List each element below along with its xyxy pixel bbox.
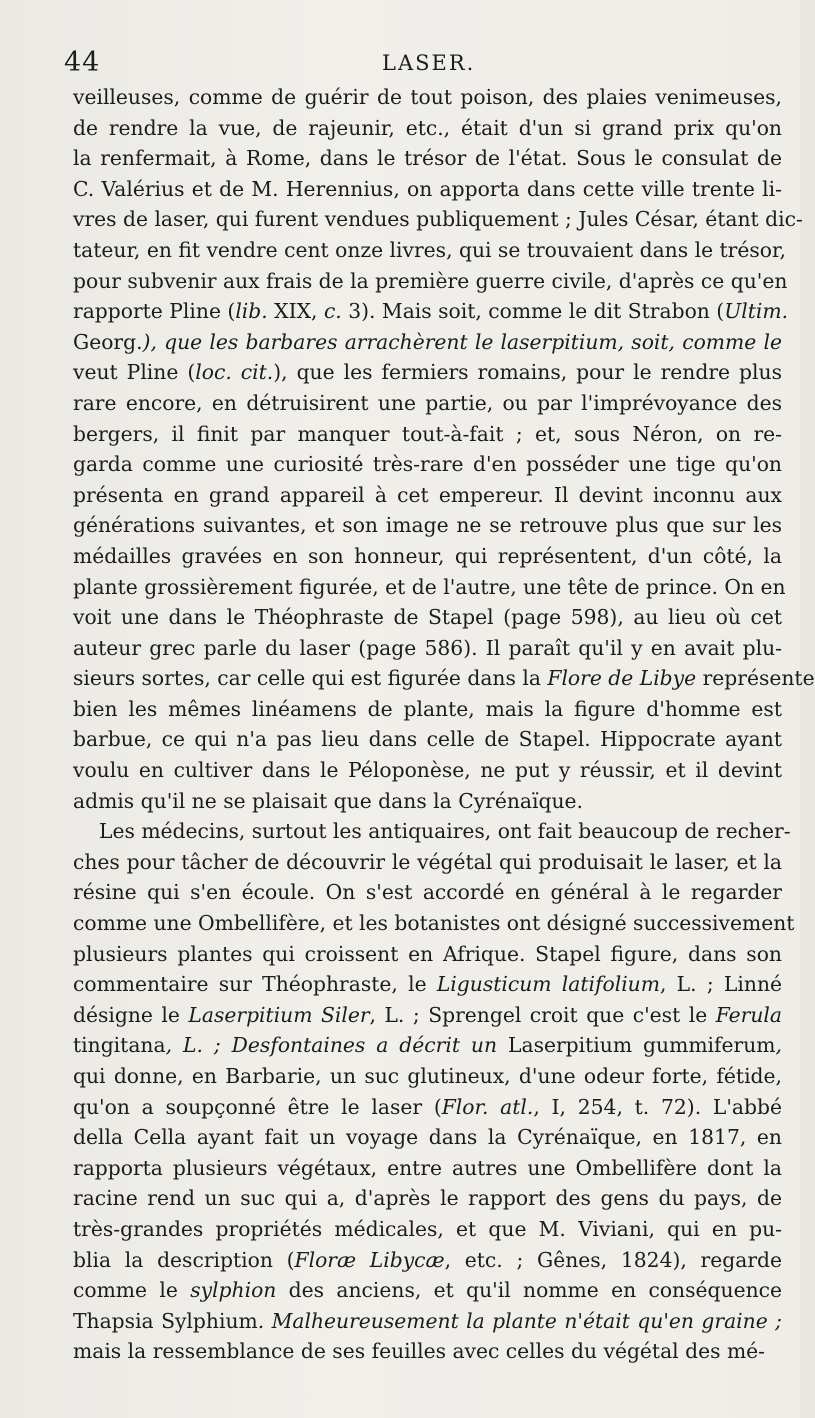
text-segment: garda comme une curiosité très-rare d'en posséder une tige qu'on xyxy=(73,452,782,477)
running-head: LASER. xyxy=(382,51,476,75)
text-line xyxy=(73,1275,782,1306)
italic-segment: Floræ Libycæ xyxy=(294,1247,445,1272)
text-segment: comme le xyxy=(73,1278,191,1303)
text-line xyxy=(73,113,782,144)
italic-segment: c. xyxy=(323,299,342,324)
text-line xyxy=(73,1122,782,1153)
text-segment: tingitana xyxy=(73,1033,166,1058)
text-line xyxy=(73,1214,782,1245)
text-segment: admis qu'il ne se plaisait que dans la Cyrénaïque. xyxy=(73,788,584,813)
text-line xyxy=(73,204,803,235)
paragraph-1 xyxy=(73,82,815,816)
text-segment: présenta en grand appareil à cet empereur. Il devint inconnu aux xyxy=(73,482,782,507)
text-line xyxy=(73,663,815,694)
text-line xyxy=(73,572,786,603)
text-segment: Thapsia Sylphium xyxy=(73,1308,258,1333)
text-segment: représente xyxy=(696,666,815,691)
text-segment: rapporta plusieurs végétaux, entre autres une Ombellifère dont la xyxy=(73,1155,782,1180)
text-segment: , L. ; Sprengel croit que c'est le xyxy=(369,1002,716,1027)
text-line xyxy=(73,1153,782,1184)
text-segment: barbue, ce qui n'a pas lieu dans celle de Stapel. Hippocrate ayant xyxy=(73,727,782,752)
text-line xyxy=(73,419,782,450)
text-segment: voulu en cultiver dans le Péloponèse, ne put y réussir, et il devint xyxy=(73,758,782,783)
text-segment: commentaire sur Théophraste, le xyxy=(73,972,437,997)
text-line xyxy=(73,1030,782,1061)
text-segment: bien les mêmes linéamens de plante, mais la figure d'homme est xyxy=(73,696,782,721)
text-line xyxy=(73,755,782,786)
text-line xyxy=(73,969,782,1000)
text-line xyxy=(73,633,782,664)
text-segment: voit une dans le Théophraste de Stapel (page 598), au lieu où cet xyxy=(73,605,782,630)
text-line xyxy=(73,1000,782,1031)
text-segment: ), que les fermiers romains, pour le rendre plus xyxy=(273,360,782,385)
text-segment: pour subvenir aux frais de la première guerre civile, d'après ce qu'en xyxy=(73,268,788,293)
text-segment: des anciens, et qu'il nomme en conséquence xyxy=(276,1278,783,1303)
text-line xyxy=(73,694,782,725)
text-segment: la renfermait, à Rome, dans le trésor de l'état. Sous le consulat de xyxy=(73,146,782,171)
text-line xyxy=(73,296,789,327)
italic-segment: loc. cit. xyxy=(195,360,274,385)
text-segment: plante grossièrement figurée, et de l'autre, une tête de prince. On en xyxy=(73,574,786,599)
text-segment: , L. ; Linné xyxy=(659,972,783,997)
text-line xyxy=(73,357,782,388)
text-segment: de rendre la vue, de rajeunir, etc., était d'un si grand prix qu'on xyxy=(73,115,782,140)
italic-segment: , xyxy=(775,1033,782,1058)
text-line xyxy=(73,816,791,847)
text-segment: vres de laser, qui furent vendues publiquement ; Jules César, étant dic- xyxy=(73,207,803,232)
italic-segment: sylphion xyxy=(190,1278,277,1303)
text-segment: , I, 254, t. 72). L'abbé xyxy=(533,1094,782,1119)
text-segment: Georg. xyxy=(73,329,143,354)
text-line xyxy=(73,602,782,633)
text-line xyxy=(73,1336,782,1367)
text-line xyxy=(73,510,782,541)
text-segment: tateur, en fit vendre cent onze livres, qui se trouvaient dans le trésor, xyxy=(73,237,786,262)
text-segment: très-grandes propriétés médicales, et que M. Viviani, qui en pu- xyxy=(73,1216,782,1241)
page-number: 44 xyxy=(64,47,101,78)
text-line xyxy=(73,327,782,358)
italic-segment: Ferula xyxy=(715,1002,783,1027)
text-segment: rapporte Pline ( xyxy=(73,299,236,324)
text-segment: générations suivantes, et son image ne se retrouve plus que sur les xyxy=(73,513,782,538)
text-segment: désigne le xyxy=(73,1002,189,1027)
text-line xyxy=(73,388,782,419)
italic-segment: Ultim. xyxy=(724,299,789,324)
text-segment: blia la description ( xyxy=(73,1247,295,1272)
text-line xyxy=(73,877,782,908)
text-line xyxy=(73,143,782,174)
text-segment: Laserpitium gummiferum xyxy=(508,1033,776,1058)
text-segment: médailles gravées en son honneur, qui représentent, d'un côté, la xyxy=(73,543,782,568)
body-text xyxy=(73,82,815,1367)
text-segment: comme une Ombellifère, et les botanistes ont désigné successivement xyxy=(73,911,795,936)
text-segment: rare encore, en détruisirent une partie, ou par l'imprévoyance des xyxy=(73,390,782,415)
text-segment: sieurs sortes, car celle qui est figurée dans la xyxy=(73,666,548,691)
text-segment: 3). Mais soit, comme le dit Strabon ( xyxy=(341,299,725,324)
text-segment: Les médecins, surtout les antiquaires, ont fait beaucoup de recher- xyxy=(99,819,791,844)
italic-segment: Laserpitium Siler xyxy=(188,1002,370,1027)
italic-segment: ), que les barbares arrachèrent le laserpitium, soit, comme le xyxy=(142,329,782,354)
italic-segment: , L. ; Desfontaines a décrit un xyxy=(165,1033,509,1058)
italic-segment: Flor. atl. xyxy=(441,1094,534,1119)
text-segment: ches pour tâcher de découvrir le végétal qui produisait le laser, et la xyxy=(73,849,782,874)
text-segment: qui donne, en Barbarie, un suc glutineux, d'une odeur forte, fétide, xyxy=(73,1064,782,1088)
text-segment: C. Valérius et de M. Herennius, on apporta dans cette ville trente li- xyxy=(73,176,782,201)
text-line xyxy=(73,1306,782,1337)
text-line xyxy=(73,541,782,572)
text-line xyxy=(73,1183,782,1214)
text-line xyxy=(73,1245,782,1276)
text-line xyxy=(73,1061,782,1092)
text-line xyxy=(73,266,788,297)
text-line xyxy=(73,1092,782,1123)
text-segment: racine rend un suc qui a, d'après le rapport des gens du pays, de xyxy=(73,1186,782,1211)
text-segment: veut Pline ( xyxy=(73,360,196,385)
text-line xyxy=(73,939,782,970)
text-segment: résine qui s'en écoule. On s'est accordé en général à le regarder xyxy=(73,880,782,905)
text-line xyxy=(73,82,782,113)
paragraph-2 xyxy=(73,816,795,1367)
page-header xyxy=(64,45,784,81)
text-segment: plusieurs plantes qui croissent en Afrique. Stapel figure, dans son xyxy=(73,941,782,966)
text-segment: veilleuses, comme de guérir de tout poison, des plaies venimeuses, xyxy=(73,85,782,109)
italic-segment: lib. xyxy=(235,299,268,324)
italic-segment: . Malheureusement la plante n'était qu'en graine ; xyxy=(257,1308,782,1333)
text-segment: della Cella ayant fait un voyage dans la Cyrénaïque, en 1817, en xyxy=(73,1125,782,1150)
text-segment: XIX, xyxy=(267,299,324,324)
text-line xyxy=(73,174,782,205)
text-segment: , etc. ; Gênes, 1824), regarde xyxy=(444,1247,783,1272)
text-segment: qu'on a soupçonné être le laser ( xyxy=(73,1094,442,1119)
italic-segment: Flore de Libye xyxy=(547,666,697,691)
text-segment: bergers, il finit par manquer tout-à-fait ; et, sous Néron, on re- xyxy=(73,421,782,446)
text-line xyxy=(73,449,782,480)
text-line xyxy=(73,724,782,755)
text-line xyxy=(73,480,782,511)
text-line xyxy=(73,908,795,939)
text-line xyxy=(73,786,782,817)
italic-segment: Ligusticum latifolium xyxy=(436,972,660,997)
text-segment: mais la ressemblance de ses feuilles avec celles du végétal des mé- xyxy=(73,1339,766,1364)
text-line xyxy=(73,847,782,878)
text-segment: auteur grec parle du laser (page 586). Il paraît qu'il y en avait plu- xyxy=(73,635,782,660)
text-line xyxy=(73,235,786,266)
